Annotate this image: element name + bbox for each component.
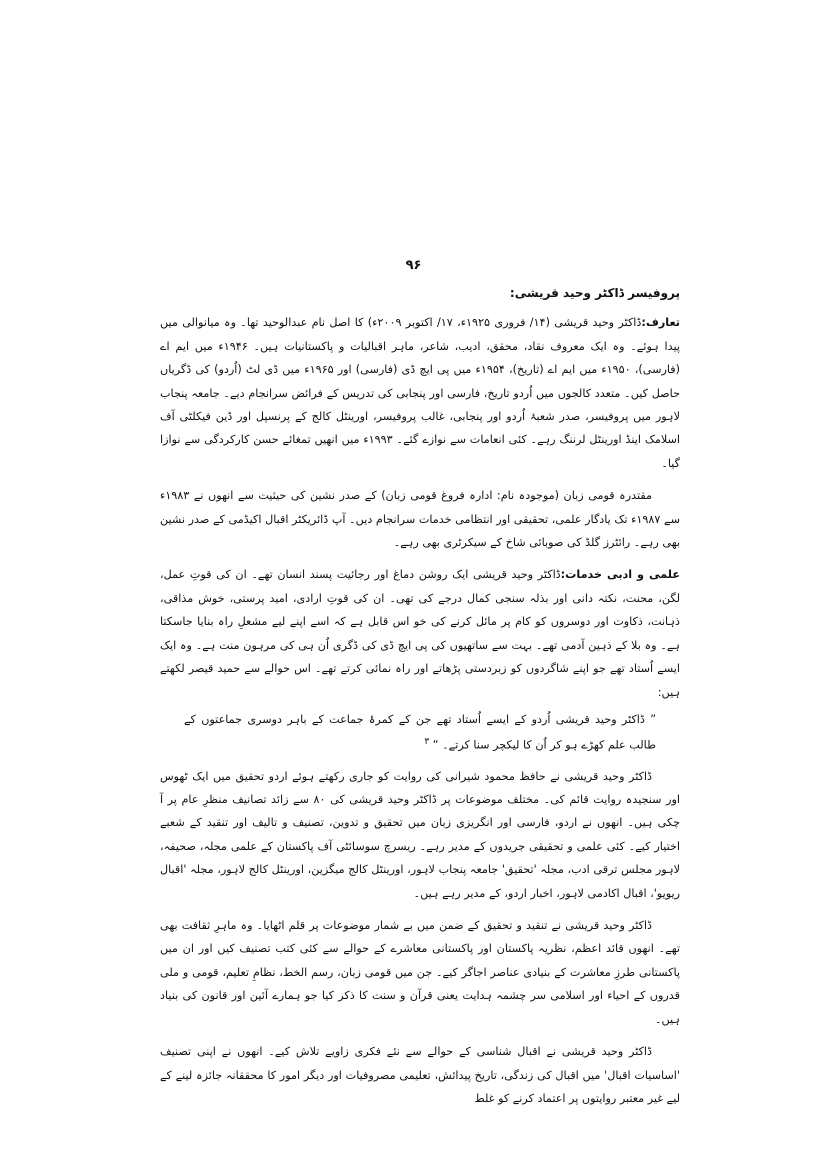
section-title: پروفیسر ڈاکٹر وحید قریشی: [509, 286, 680, 300]
footnote-ref: ۳ [424, 736, 430, 747]
block-quote [184, 709, 656, 757]
paragraph-6: ڈاکٹر وحید قریشی نے اقبال شناسی کے حوالے سے نئے فکری زاویے تلاش کیے۔ انھوں نے اپنی تصنیف 'اساسیات اقبال' میں اقبال کی زندگی، تاریخ پیدائش، تعلیمی مصروفیات اور دیگر امور کا محققانہ جائزہ لینے کے لیے غیر معتبر روایتوں پر اعتماد کرنے کو غلط [160, 1045, 680, 1105]
paragraph-4: ڈاکٹر وحید قریشی نے حافظ محمود شیرانی کی روایت کو جاری رکھتے ہوئے اردو تحقیق میں ایک ٹھوس اور سنجیدہ روایت قائم کی۔ مختلف موضوعات پر ڈاکٹر وحید قریشی کی ۸۰ سے زائد تصانیف منظرِ عام پر آ چکی ہیں۔ انھوں نے اردو، فارسی اور انگریزی زبان میں تحقیق و تدوین، تصنیف و تالیف اور تنقید کے شعبے اختیار کیے۔ کئی علمی و تحقیقی جریدوں کے مدیر رہے۔ ریسرچ سوسائٹی آف پاکستان کے علمی مجلہ، صحیفہ، لاہور مجلس ترقی ادب، مجلہ 'تحقیق' جامعہ پنجاب لاہور، اورینٹل کالج میگزین، اورینٹل کالج لاہور، مجلہ 'اقبال ریویو'، اقبال اکادمی لاہور، اخبار اردو، کے مدیر رہے ہیں۔ [160, 769, 680, 900]
services-text: ڈاکٹر وحید قریشی ایک روشن دماغ اور رجائیت پسند انسان تھے۔ ان کی قوتِ عمل، لگن، محنت، نکتہ دانی اور بذلہ سنجی کمال درجے کی تھی۔ ان کی قوتِ ارادی، امید پرستی، خوش مذاقی، ذہانت، ذکاوت اور دوسروں کو کام پر مائل کرنے کی خو اس قابل ہے کہ اسے اپنے لیے مشعلِ راہ بنایا جاسکتا ہے۔ وہ بلا کے ذہین آدمی تھے۔ بہت سے ساتھیوں کی پی ایچ ڈی کی ڈگری اُن ہی کی مرہون منت ہے۔ وہ ایک ایسے اُستاد تھے جو اپنے شاگردوں کو زبردستی پڑھاتے اور راہ نمائی کرتے تھے۔ اس حوالے سے حمید قیصر لکھتے ہیں: [160, 568, 680, 699]
quote-text: ” ڈاکٹر وحید قریشی اُردو کے ایسے اُستاد تھے جن کے کمرۂ جماعت کے باہر دوسری جماعتوں کے طالب علم کھڑے ہو کر اُن کا لیکچر سنا کرتے۔ “ [184, 712, 656, 752]
intro-text: ڈاکٹر وحید قریشی (۱۴/ فروری ۱۹۲۵ء، ۱۷/ اکتوبر ۲۰۰۹ء) کا اصل نام عبدالوحید تھا۔ وہ میانوالی میں پیدا ہوئے۔ وہ ایک معروف نقاد، محقق، ادیب، شاعر، ماہر اقبالیات و پاکستانیات ہیں۔ ۱۹۴۶ء میں ایم اے (فارسی)، ۱۹۵۰ء میں ایم اے (تاریخ)، ۱۹۵۴ء میں پی ایچ ڈی (فارسی) اور ۱۹۶۵ء میں ڈی لٹ (اُردو) کی ڈگریاں حاصل کیں۔ متعدد کالجوں میں اُردو تاریخ، فارسی اور پنجابی کی تدریس کے فرائض سرانجام دیے۔ جامعہ پنجاب لاہور میں پروفیسر، صدر شعبۂ اُردو اور پنجابی، غالب پروفیسر، اورینٹل کالج کے پرنسپل اور ڈین فیکلٹی آف اسلامک اینڈ اورینٹل لرننگ رہے۔ کئی انعامات سے نوازے گئے۔ ۱۹۹۳ء میں انھیں تمغائے حسن کارکردگی سے نوازا گیا۔ [160, 316, 681, 470]
page-number: ۹۶ [405, 258, 422, 273]
intro-paragraph [160, 311, 680, 475]
services-paragraph [160, 563, 680, 703]
services-lead: علمی و ادبی خدمات: [560, 568, 680, 582]
intro-lead: تعارف: [641, 316, 681, 330]
article-body [160, 282, 680, 1119]
paragraph-2: مقتدرہ قومی زبان (موجودہ نام: ادارہ فروغ قومی زبان) کے صدر نشین کی حیثیت سے انھوں نے ۱۹۸۳ء سے ۱۹۸۷ء تک یادگار علمی، تحقیقی اور انتظامی خدمات سرانجام دیں۔ آپ ڈائریکٹر اقبال اکیڈمی کے صدر نشین بھی رہے۔ رائٹرز گلڈ کی صوبائی شاخ کے سیکرٹری بھی رہے۔ [160, 489, 680, 550]
paragraph-5: ڈاکٹر وحید قریشی نے تنقید و تحقیق کے ضمن میں بے شمار موضوعات پر قلم اٹھایا۔ وہ ماہرِ ثقافت بھی تھے۔ انھوں قائد اعظم، نظریہ پاکستان اور پاکستانی معاشرے کے حوالے سے کئی کتب تصنیف کیں اور ان میں پاکستانی طرزِ معاشرت کے بنیادی عناصر اجاگر کیے۔ جن میں قومی زبان، رسم الخط، نظامِ تعلیم، قومی و ملی قدروں کے احیاء اور اسلامی سر چشمہ ہدایت یعنی قرآن و سنت کا ذکر کیا جو ہمارے آئین اور قانون کی بنیاد ہیں۔ [160, 919, 680, 1026]
